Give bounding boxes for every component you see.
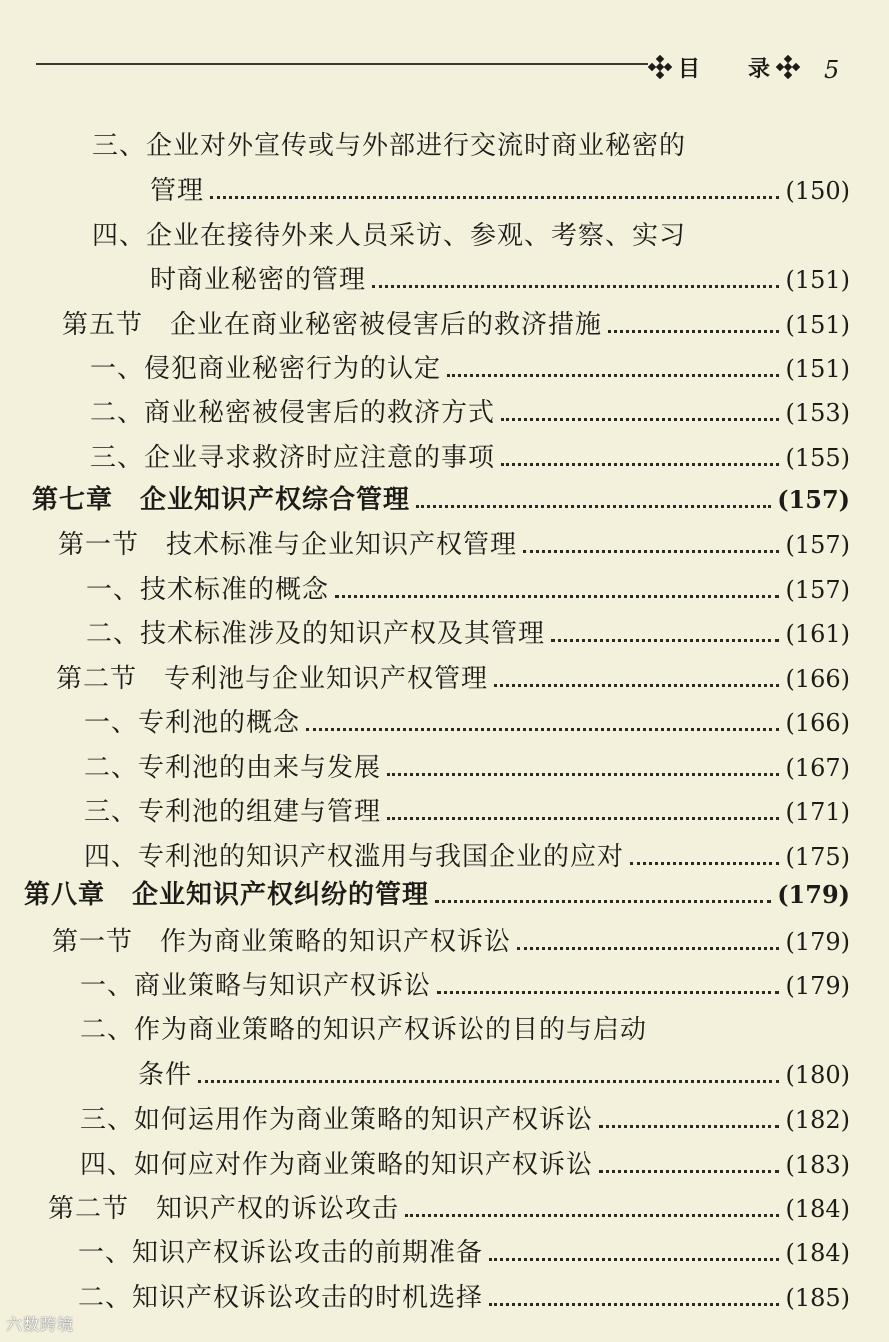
toc-page-number: (151)	[785, 266, 850, 294]
toc-entry-text: 三、专利池的组建与管理	[84, 797, 382, 827]
toc-entry	[86, 616, 850, 652]
toc-entry-text: 时商业秘密的管理	[150, 265, 367, 295]
toc-entry	[92, 128, 832, 164]
toc-entry	[80, 1012, 850, 1048]
toc-entry	[90, 395, 850, 431]
toc-entry-text: 第八章 企业知识产权纠纷的管理	[24, 880, 430, 910]
toc-entry-text: 第五节 企业在商业秘密被侵害后的救济措施	[62, 310, 603, 340]
toc-page-number: (184)	[785, 1195, 850, 1223]
toc-entry-text: 第一节 作为商业策略的知识产权诉讼	[52, 927, 512, 957]
toc-entry	[84, 705, 850, 741]
toc-entry	[84, 839, 850, 875]
toc-entry-chapter	[24, 877, 850, 913]
toc-entry-text: 二、专利池的由来与发展	[84, 753, 382, 783]
toc-page-number: (157)	[785, 576, 850, 604]
toc-page-number: (179)	[785, 928, 850, 956]
toc-entry-section	[56, 661, 850, 697]
toc-entry-text: 四、如何应对作为商业策略的知识产权诉讼	[80, 1150, 594, 1180]
header-char-mu: 目	[678, 55, 701, 82]
toc-entry	[90, 440, 850, 476]
toc-entry-text: 二、技术标准涉及的知识产权及其管理	[86, 619, 546, 649]
toc-entry	[90, 351, 850, 387]
toc-entry-text: 管理	[150, 176, 205, 206]
toc-entry	[92, 218, 832, 254]
toc-entry-text: 四、企业在接待外来人员采访、参观、考察、实习	[92, 221, 687, 251]
toc-page-number: (157)	[777, 485, 850, 514]
toc-entry-text: 一、技术标准的概念	[86, 575, 330, 605]
toc-entry	[80, 1102, 850, 1138]
toc-page-number: (150)	[785, 177, 850, 205]
toc-entry-text: 二、作为商业策略的知识产权诉讼的目的与启动	[80, 1015, 648, 1045]
toc-entry-section	[58, 527, 850, 563]
toc-entry-text: 三、企业寻求救济时应注意的事项	[90, 443, 496, 473]
toc-entry-text: 一、侵犯商业秘密行为的认定	[90, 354, 442, 384]
toc-entry-text: 第七章 企业知识产权综合管理	[32, 485, 411, 515]
toc-page-number: (166)	[785, 665, 850, 693]
page-number: 5	[824, 56, 840, 84]
toc-entry	[78, 1280, 850, 1316]
toc-page-number: (175)	[785, 843, 850, 871]
toc-page-number: (182)	[785, 1106, 850, 1134]
toc-page-number: (167)	[785, 754, 850, 782]
toc-page-number: (153)	[785, 399, 850, 427]
toc-entry-text: 二、知识产权诉讼攻击的时机选择	[78, 1283, 484, 1313]
toc-entry-text: 一、专利池的概念	[84, 708, 301, 738]
toc-entry	[80, 1147, 850, 1183]
header-char-lu: 录	[748, 55, 771, 82]
toc-page-number: (179)	[777, 880, 850, 909]
toc-page-number: (157)	[785, 531, 850, 559]
toc-entry-text: 三、如何运用作为商业策略的知识产权诉讼	[80, 1105, 594, 1135]
toc-entry-text: 四、专利池的知识产权滥用与我国企业的应对	[84, 842, 625, 872]
toc-page-number: (155)	[785, 444, 850, 472]
toc-page-number: (179)	[785, 972, 850, 1000]
toc-page-number: (180)	[785, 1061, 850, 1089]
toc-entry-section	[52, 924, 850, 960]
toc-entry-chapter	[32, 482, 850, 518]
toc-entry-section	[48, 1191, 850, 1227]
watermark: 六数跨境	[6, 1315, 75, 1334]
toc-entry	[150, 262, 850, 298]
toc-entry	[150, 173, 850, 209]
toc-entry-text: 第二节 专利池与企业知识产权管理	[56, 664, 489, 694]
toc-page-number: (151)	[785, 311, 850, 339]
toc-page-number: (183)	[785, 1151, 850, 1179]
toc-entry	[80, 968, 850, 1004]
toc-entry-text: 第二节 知识产权的诉讼攻击	[48, 1194, 400, 1224]
toc-page-number: (151)	[785, 355, 850, 383]
toc-page-number: (185)	[785, 1284, 850, 1312]
toc-page-number: (166)	[785, 709, 850, 737]
toc-entry	[84, 750, 850, 786]
toc-entry-text: 一、知识产权诉讼攻击的前期准备	[78, 1238, 484, 1268]
toc-page-number: (161)	[785, 620, 850, 648]
toc-entry-text: 二、商业秘密被侵害后的救济方式	[90, 398, 496, 428]
toc-entry-text: 条件	[138, 1060, 193, 1090]
toc-entry-text: 三、企业对外宣传或与外部进行交流时商业秘密的	[92, 131, 687, 161]
toc-page-number: (184)	[785, 1239, 850, 1267]
toc-entry	[78, 1235, 850, 1271]
toc-entry-text: 第一节 技术标准与企业知识产权管理	[58, 530, 518, 560]
toc-entry	[84, 794, 850, 830]
toc-entry	[86, 572, 850, 608]
toc-entry-text: 一、商业策略与知识产权诉讼	[80, 971, 432, 1001]
toc-entry-section	[62, 307, 850, 343]
toc-entry	[138, 1057, 850, 1093]
toc-page-number: (171)	[785, 798, 850, 826]
